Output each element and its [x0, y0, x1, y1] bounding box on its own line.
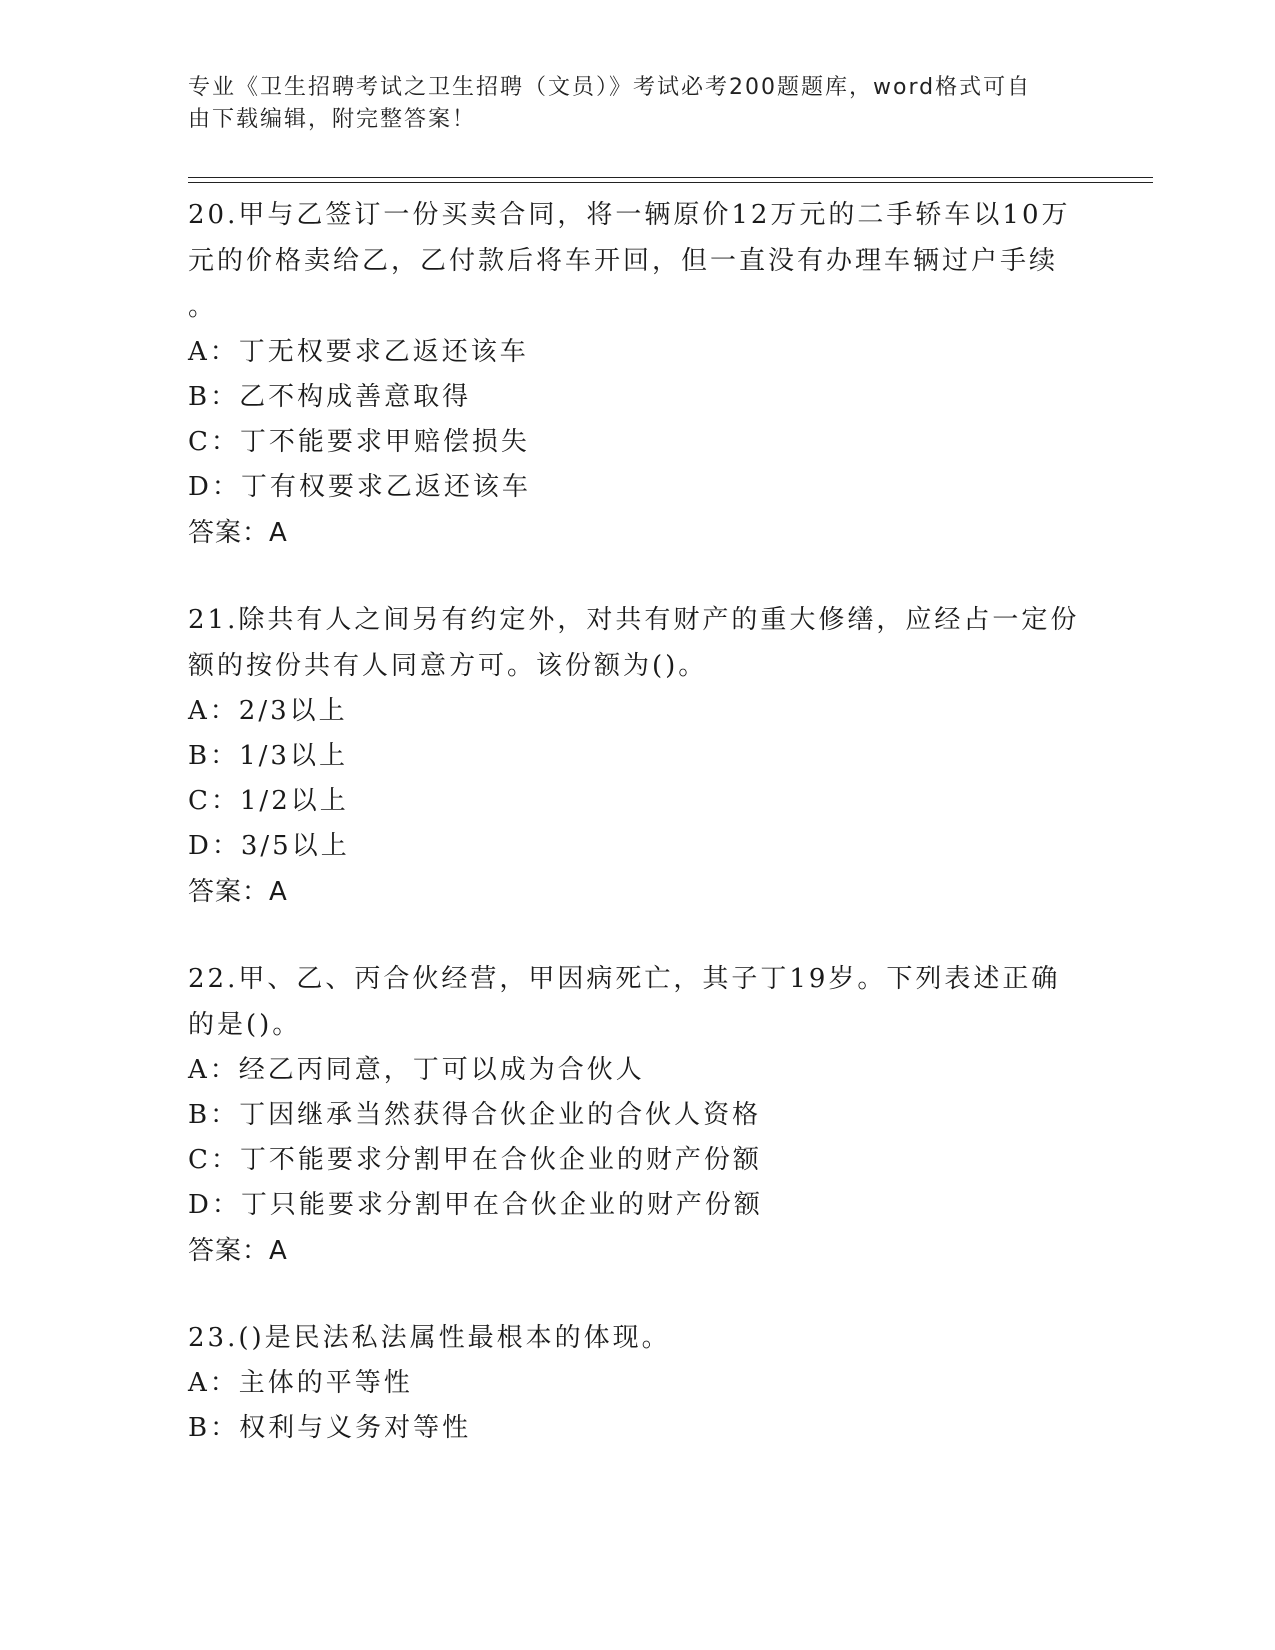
question-20-answer: 答案：A: [188, 518, 288, 548]
question-23-option-a: A：主体的平等性: [188, 1368, 413, 1398]
spacer: [188, 916, 1088, 956]
question-20-option-c: C：丁不能要求甲赔偿损失: [188, 427, 530, 457]
header-line-1: 专业《卫生招聘考试之卫生招聘（文员）》考试必考200题题库，word格式可自: [188, 75, 1032, 100]
header-rule-top: [188, 177, 1153, 178]
question-22-option-b: B：丁因继承当然获得合伙企业的合伙人资格: [188, 1100, 762, 1130]
header-line-2: 由下载编辑，附完整答案！: [188, 107, 477, 132]
header-rule-bottom: [188, 182, 1153, 183]
spacer: [188, 557, 1088, 597]
question-list: [188, 192, 1088, 1451]
question-22-option-c: C：丁不能要求分割甲在合伙企业的财产份额: [188, 1145, 762, 1175]
question-21-line-1: 21.除共有人之间另有约定外，对共有财产的重大修缮，应经占一定份: [188, 605, 1080, 635]
question-21: [188, 597, 1088, 916]
question-20-option-d: D：丁有权要求乙返还该车: [188, 472, 531, 502]
question-21-option-c: C：1/2以上: [188, 786, 349, 816]
question-20-line-3: 。: [188, 292, 218, 322]
question-23: [188, 1315, 1088, 1451]
question-22: [188, 956, 1088, 1275]
question-22-answer: 答案：A: [188, 1236, 288, 1266]
question-21-option-d: D：3/5以上: [188, 831, 350, 861]
question-20-line-2: 元的价格卖给乙，乙付款后将车开回，但一直没有办理车辆过户手续: [188, 246, 1059, 276]
document-header: [188, 72, 1088, 136]
question-23-line-1: 23.()是民法私法属性最根本的体现。: [188, 1323, 671, 1353]
spacer: [188, 1275, 1088, 1315]
question-20-option-b: B：乙不构成善意取得: [188, 382, 472, 412]
question-23-option-b: B：权利与义务对等性: [188, 1413, 472, 1443]
question-21-option-a: A：2/3以上: [188, 696, 348, 726]
question-22-option-d: D：丁只能要求分割甲在合伙企业的财产份额: [188, 1190, 763, 1220]
question-22-line-2: 的是()。: [188, 1010, 302, 1040]
question-22-option-a: A：经乙丙同意，丁可以成为合伙人: [188, 1055, 645, 1085]
question-21-answer: 答案：A: [188, 877, 288, 907]
question-21-line-2: 额的按份共有人同意方可。该份额为()。: [188, 651, 708, 681]
question-20: [188, 192, 1088, 557]
question-21-option-b: B：1/3以上: [188, 741, 348, 771]
question-20-option-a: A：丁无权要求乙返还该车: [188, 337, 529, 367]
question-20-line-1: 20.甲与乙签订一份买卖合同，将一辆原价12万元的二手轿车以10万: [188, 200, 1071, 230]
question-22-line-1: 22.甲、乙、丙合伙经营，甲因病死亡，其子丁19岁。下列表述正确: [188, 964, 1061, 994]
